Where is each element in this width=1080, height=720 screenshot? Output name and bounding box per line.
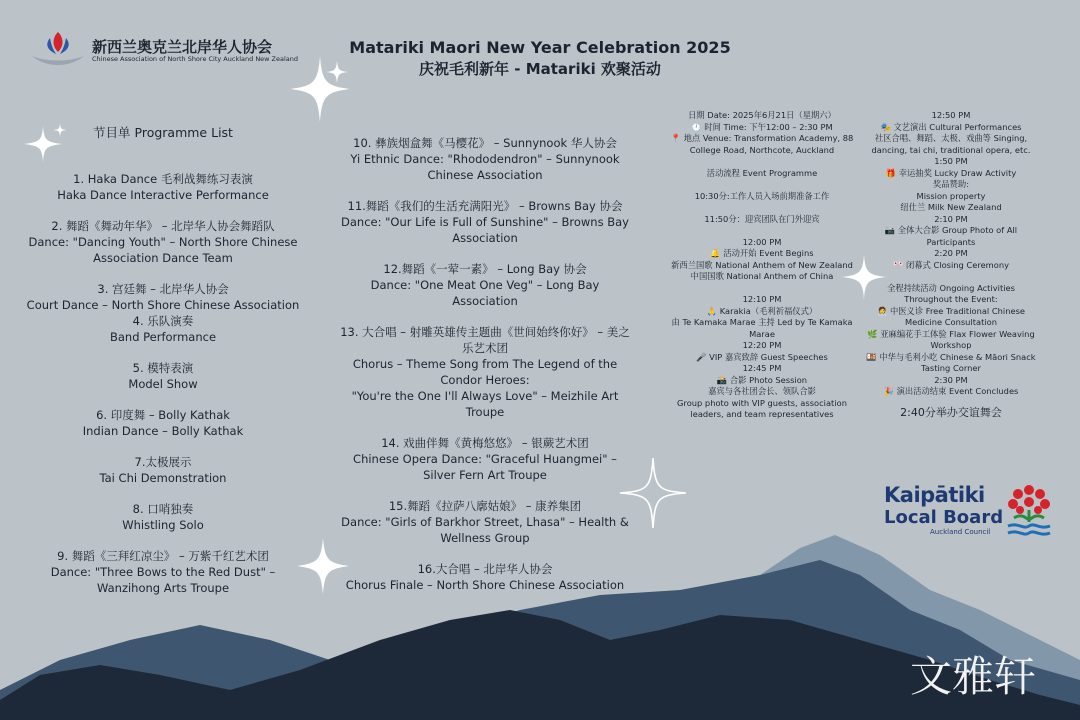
- programme-item: [340, 198, 630, 246]
- programme-item-line: Chinese Opera Dance: "Graceful Huangmei" – Silver Fern Art Troupe: [353, 452, 617, 482]
- programme-item-line: Dance: "Three Bows to the Red Dust" – Wanzihong Arts Troupe: [50, 565, 276, 595]
- schedule-line: 🔔 活动开始 Event Begins: [710, 248, 814, 258]
- schedule-line: 🍱 中华与毛利小吃 Chinese & Māori Snack Tasting Corner: [866, 351, 1036, 373]
- programme-item-line: Yi Ethnic Dance: "Rhododendron" – Sunnynook Chinese Association: [350, 152, 620, 182]
- programme-item: [340, 435, 630, 483]
- programme-item-line: 15.舞蹈《拉萨八廓姑娘》 – 康养集团: [388, 499, 582, 513]
- schedule-column-1: [668, 110, 856, 421]
- programme-item: [22, 171, 304, 203]
- schedule-line: 12:00 PM: [742, 236, 782, 247]
- schedule-line: 🎤 VIP 嘉宾致辞 Guest Speeches: [696, 351, 828, 362]
- schedule-line: 奖品赞助:: [933, 179, 969, 189]
- schedule-spacer: [668, 156, 856, 168]
- schedule-spacer: [668, 225, 856, 237]
- schedule-line: 12:20 PM: [742, 340, 782, 350]
- programme-item-line: 1. Haka Dance 毛利战舞练习表演: [73, 172, 253, 186]
- programme-item-line: Dance: "One Meat One Veg" – Long Bay Association: [370, 278, 600, 308]
- schedule-line: 2:30 PM: [934, 374, 968, 385]
- sponsor-name-line2: Local Board: [884, 507, 1004, 528]
- programme-item: [22, 454, 304, 486]
- schedule-column-2: [866, 110, 1036, 398]
- schedule-line: 📍 地点 Venue: Transformation Academy, 88 College Road, Northcote, Auckland: [670, 133, 854, 155]
- schedule-line: 12:45 PM: [742, 363, 782, 373]
- schedule-line: 新西兰国歌 National Anthem of New Zealand: [671, 259, 853, 270]
- page-subtitle: 庆祝毛利新年 - Matariki 欢聚活动: [419, 60, 661, 78]
- programme-item: [340, 324, 630, 420]
- programme-item-line: 8. 口哨独奏: [132, 502, 194, 516]
- pohutukawa-flower-icon: [1004, 482, 1054, 538]
- schedule-line: 全程持续活动 Ongoing Activities Throughout the Event:: [887, 282, 1015, 304]
- programme-item: [22, 218, 304, 266]
- programme-item: [22, 407, 304, 439]
- programme-item-line: Chorus Finale – North Shore Chinese Association: [345, 578, 625, 592]
- schedule-line: 纽仕兰 Milk New Zealand: [900, 202, 1002, 212]
- schedule-line: 11:50分：迎宾团队在门外迎宾: [704, 213, 820, 224]
- artist-signature: 文雅轩: [910, 652, 1037, 701]
- schedule-line: 由 Te Kamaka Marae 主持 Led by Te Kamaka Marae: [671, 317, 853, 339]
- schedule-line: 1:50 PM: [934, 156, 968, 166]
- programme-item-line: Tai Chi Demonstration: [99, 471, 227, 485]
- schedule-line: 活动流程 Event Programme: [706, 167, 818, 178]
- programme-heading: 节目单 Programme List: [93, 125, 233, 140]
- programme-item: [340, 498, 630, 546]
- schedule-line: 中国国歌 National Anthem of China: [690, 271, 834, 281]
- schedule-line: 10:30分:工作人员入场前期准备工作: [694, 190, 830, 201]
- schedule-line: 嘉宾与各社团会长、领队合影: [708, 386, 816, 396]
- programme-item-line: 16.大合唱 – 北岸华人协会: [417, 562, 553, 576]
- schedule-line: 🎉 演出活动结束 Event Concludes: [883, 386, 1019, 396]
- programme-item-line: 5. 模特表演: [132, 361, 194, 375]
- programme-item-line: "You're the One I'll Always Love" – Meizhile Art Troupe: [351, 389, 619, 419]
- schedule-line: 📷 全体大合影 Group Photo of All Participants: [884, 225, 1018, 247]
- schedule-spacer: [668, 283, 856, 295]
- programme-item-line: Whistling Solo: [122, 518, 204, 532]
- programme-item: [22, 501, 304, 533]
- schedule-line: 12:50 PM: [931, 110, 971, 120]
- schedule-spacer: [668, 179, 856, 191]
- schedule-line: 📸 合影 Photo Session: [716, 374, 808, 385]
- programme-item-line: 7.太极展示: [134, 455, 192, 469]
- programme-item: [22, 360, 304, 392]
- programme-item-line: 6. 印度舞 – Bolly Kathak: [96, 408, 230, 422]
- programme-item-line: Haka Dance Interactive Performance: [57, 188, 269, 202]
- programme-item-line: Chorus – Theme Song from The Legend of the Condor Heroes:: [352, 357, 618, 387]
- sponsor-name-line1: Kaipātiki: [884, 483, 985, 507]
- programme-item-line: Dance: "Girls of Barkhor Street, Lhasa" – Health & Wellness Group: [341, 515, 629, 545]
- programme-item: [340, 135, 630, 183]
- programme-item: [22, 281, 304, 345]
- schedule-line: 日期 Date: 2025年6月21日（星期六）: [688, 110, 836, 120]
- programme-item-line: 3. 宫廷舞 – 北岸华人协会: [97, 282, 229, 296]
- org-name-cn: 新西兰奥克兰北岸华人协会: [92, 38, 273, 56]
- programme-column-1: [22, 171, 304, 611]
- programme-item-line: Model Show: [128, 377, 198, 391]
- schedule-line: 12:10 PM: [742, 294, 782, 304]
- programme-item-line: 4. 乐队演奏: [132, 314, 194, 328]
- programme-item-line: 13. 大合唱 – 射雕英雄传主题曲《世间始终你好》 – 美之乐艺术团: [340, 325, 630, 355]
- schedule-spacer: [866, 271, 1036, 283]
- schedule-line: 🎁 幸运抽奖 Lucky Draw Activity: [885, 167, 1017, 178]
- schedule-line: Group photo with VIP guests, association leaders, and team representatives: [677, 397, 847, 419]
- programme-item-line: Dance: "Dancing Youth" – North Shore Chinese Association Dance Team: [28, 235, 298, 265]
- programme-item-line: Indian Dance – Bolly Kathak: [82, 424, 244, 438]
- schedule-line: 2:10 PM: [934, 213, 968, 224]
- programme-item-line: 10. 彝族烟盒舞《马樱花》 – Sunnynook 华人协会: [353, 136, 617, 150]
- programme-item: [22, 548, 304, 596]
- schedule-line: 社区合唱、舞蹈、太极、戏曲等 Singing, dancing, tai chi, traditional opera, etc.: [871, 133, 1031, 155]
- schedule-line: 🎭 文艺演出 Cultural Performances: [880, 121, 1022, 132]
- org-name-en: Chinese Association of North Shore City Auckland New Zealand: [92, 55, 299, 63]
- association-logo-icon: [28, 28, 88, 68]
- schedule-line: 🌿 亚麻编花手工体验 Flax Flower Weaving Workshop: [867, 328, 1035, 350]
- programme-item-line: 9. 舞蹈《三拜红凉尘》 – 万紫千红艺术团: [57, 549, 269, 563]
- sponsor-council: Auckland Council: [930, 528, 991, 536]
- programme-item-line: 2. 舞蹈《舞动年华》 – 北岸华人协会舞蹈队: [51, 219, 275, 233]
- schedule-line: Mission property: [916, 190, 986, 201]
- programme-item-line: 11.舞蹈《我们的生活充满阳光》 – Browns Bay 协会: [347, 199, 623, 213]
- schedule-line: 🎌 闭幕式 Closing Ceremony: [892, 259, 1010, 270]
- schedule-line: 🕛 时间 Time: 下午12:00 – 2:30 PM: [691, 121, 833, 132]
- programme-item-line: Band Performance: [109, 330, 217, 344]
- programme-item-line: 14. 戏曲伴舞《黄梅悠悠》 – 银蕨艺术团: [381, 436, 589, 450]
- page-title: Matariki Maori New Year Celebration 2025: [349, 38, 731, 57]
- schedule-spacer: [668, 202, 856, 214]
- schedule-line: 🙏 Karakia（毛利祈福仪式）: [706, 305, 818, 316]
- programme-item: [340, 261, 630, 309]
- schedule-line: 2:20 PM: [934, 248, 968, 258]
- dance-party-note: 2:40分举办交谊舞会: [900, 406, 1002, 419]
- programme-item-line: Dance: "Our Life is Full of Sunshine" – Browns Bay Association: [341, 215, 629, 245]
- programme-item-line: 12.舞蹈《一荤一素》 – Long Bay 协会: [383, 262, 587, 276]
- programme-column-2: [340, 135, 630, 608]
- programme-item-line: Court Dance – North Shore Chinese Association: [26, 298, 300, 312]
- schedule-line: 🧑‍⚕️ 中医义诊 Free Traditional Chinese Medicine Consultation: [876, 305, 1026, 327]
- programme-item: [340, 561, 630, 593]
